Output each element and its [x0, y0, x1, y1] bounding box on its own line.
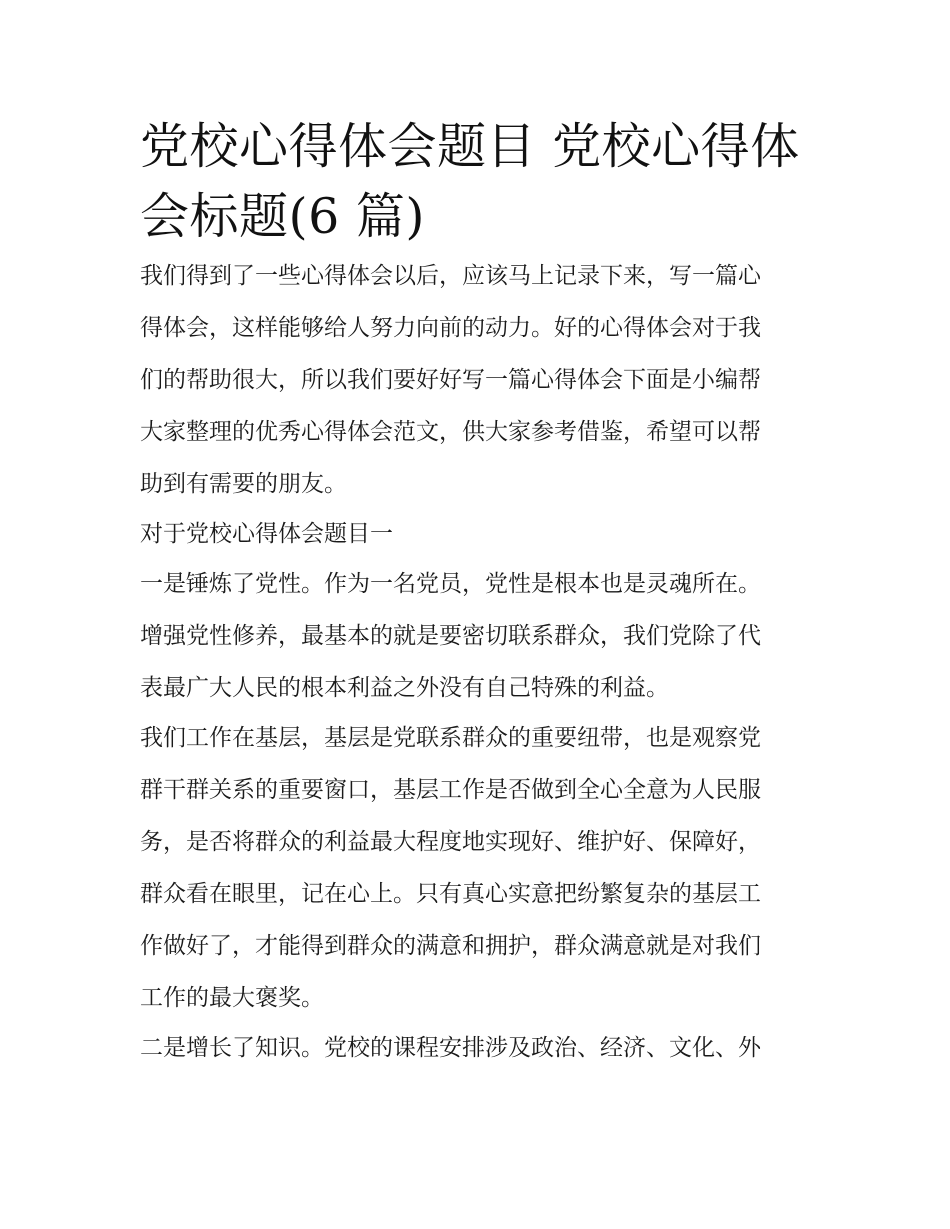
body-text-line: 群干群关系的重要窗口，基层工作是否做到全心全意为人民服 — [140, 777, 761, 803]
body-text-line: 二是增长了知识。党校的课程安排涉及政治、经济、文化、外 — [140, 1035, 761, 1061]
section-heading: 对于党校心得体会题目一 — [140, 521, 393, 547]
document-content — [140, 112, 820, 1062]
title-line: 党校心得体会题目 党校心得体 — [140, 118, 800, 175]
body-text-line: 一是锤炼了党性。作为一名党员，党性是根本也是灵魂所在。 — [140, 571, 761, 597]
body-text-line: 作做好了，才能得到群众的满意和拥护，群众满意就是对我们 — [140, 933, 761, 959]
body-text-line: 得体会，这样能够给人努力向前的动力。好的心得体会对于我 — [140, 315, 761, 341]
body-text-line: 大家整理的优秀心得体会范文，供大家参考借鉴，希望可以帮 — [140, 419, 761, 445]
document-title — [140, 112, 820, 252]
body-text-line: 工作的最大褒奖。 — [140, 985, 324, 1011]
body-text-line: 群众看在眼里，记在心上。只有真心实意把纷繁复杂的基层工 — [140, 881, 761, 907]
document-body — [140, 263, 820, 1062]
body-text-line: 增强党性修养，最基本的就是要密切联系群众，我们党除了代 — [140, 623, 761, 649]
body-text-line: 们的帮助很大，所以我们要好好写一篇心得体会下面是小编帮 — [140, 367, 761, 393]
title-line: 会标题(6 篇) — [140, 188, 425, 245]
body-text-line: 我们得到了一些心得体会以后，应该马上记录下来，写一篇心 — [140, 263, 761, 289]
body-text-line: 务，是否将群众的利益最大程度地实现好、维护好、保障好， — [140, 829, 761, 855]
body-text-line: 助到有需要的朋友。 — [140, 471, 347, 497]
body-text-line: 表最广大人民的根本利益之外没有自己特殊的利益。 — [140, 675, 669, 701]
body-text-line: 我们工作在基层，基层是党联系群众的重要纽带，也是观察党 — [140, 725, 761, 751]
